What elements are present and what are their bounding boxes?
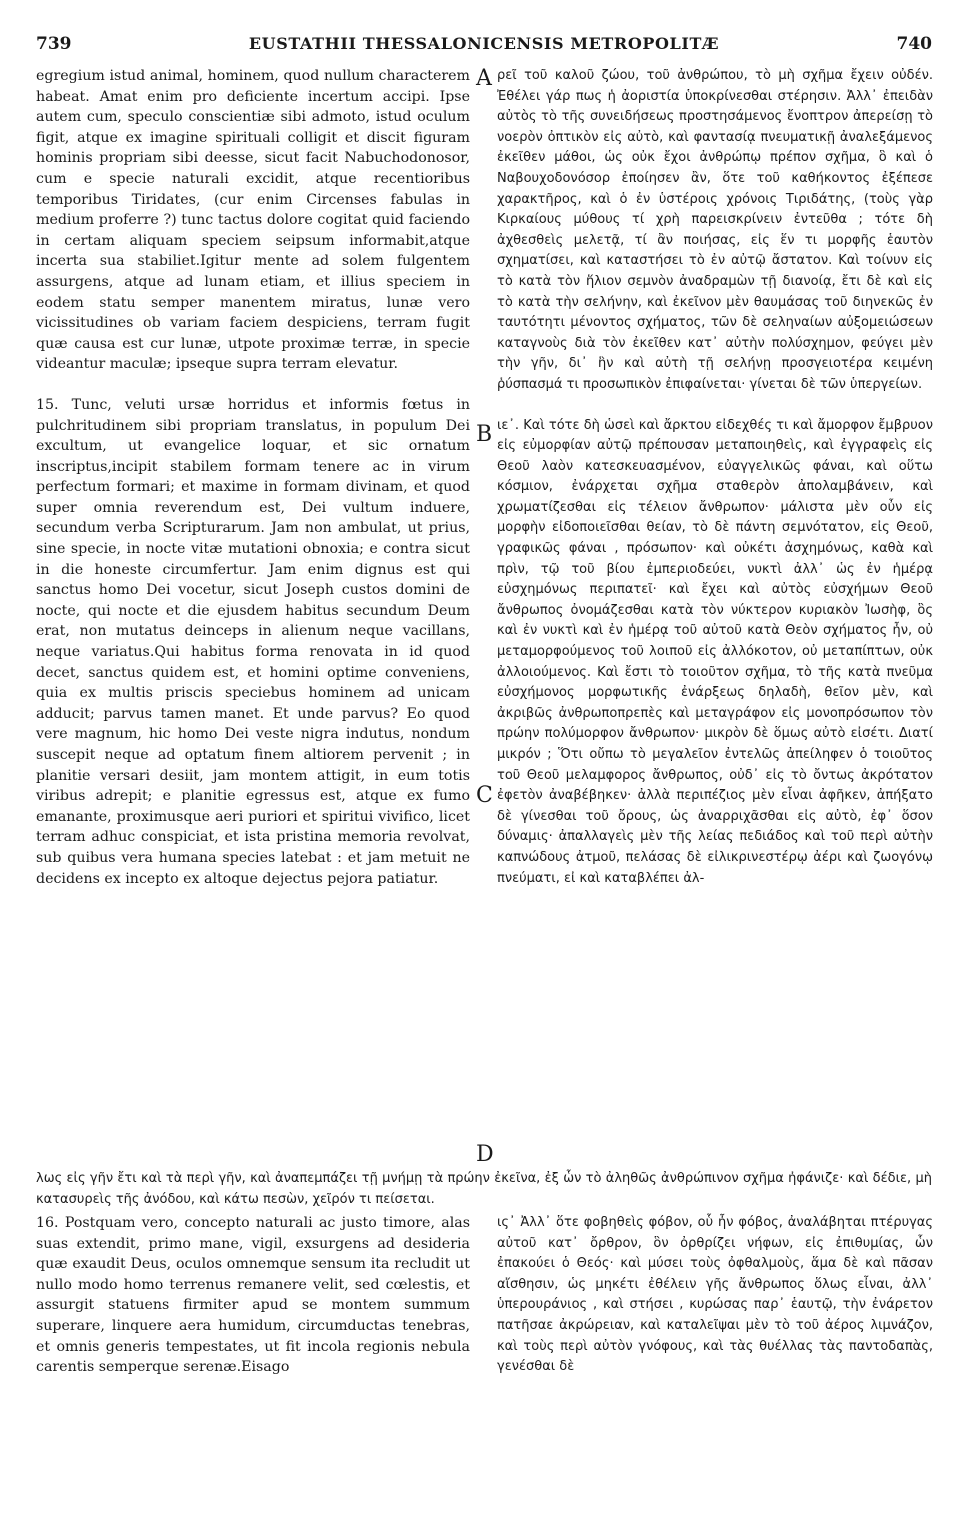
latin-paragraph-16: 16. Postquam vero, concepto naturali ac justo timore, alas suas extendit, primo mane, vigil, exsurgens ad desideria quæ exaudit Deus, oculos omnemque sensum ita recludit ut nullo modo homo terrenus remanere velit, sed cœlestis, et assurgit statuens firmiter apud se montem summum superare, linquere aera humidum, circumductas tenebras, et omnis generis tempestates, ut fit incola regionis nebula carentis semperque serenæ.Eisago: [36, 1215, 470, 1376]
greek-continuation-line: λως εἰς γῆν ἔτι καὶ τὰ περὶ γῆν, καὶ ἀναπεμπάζει τῇ μνήμῃ τὰ πρώην ἐκεῖνα, ἐξ ὧν τὸ ἀληθῶς ἀνθρώπινον σχῆμα ἠφάνιζε· καὶ δέδιε, μὴ κατασυρεὶς τῆς ἀνόδου, καὶ κάτω πεσὼν, χεῖρόν τι πείσεται.: [36, 1171, 932, 1207]
section-marker-c: C: [476, 783, 493, 808]
latin-paragraph-15: 15. Tunc, veluti ursæ horridus et informis fœtus in pulchritudinem sibi propriam translatus, in populum Dei excultum, ut evangelice loquar, et sic ornatum inscriptus,incipit stabilem formam tenere ac in virum perfectum formari; et maxime in formam divinam, et quod super omnia reverendum est, Dei vultum induere, secundum verba Scripturarum. Jam non ambulat, ut prius, sine specie, in nocte vitæ mutationi obnoxia; e contra sicut in die honeste circumfertur. Jam enim dignus est qui sanctus homo Dei vocetur, sicut Joseph custos domini de nocte, qui nocte et die ejusdem habitus secundum Deum erat, non mutatus deinceps in alienum neque vacillans, neque variatus.Qui habitus forma renovata in id quod decet, sanctus quidem est, et homini optime conveniens, quia ex multis priscis speciebus hominem ad unicam adducit; parvus tamen manet. Et unde parvus? Eo quod vere magnum, hic homo Dei veste nigra indutus, nondum suscepit neque ad optatum finem altiorem pervenit ; in planitie versari desiit, jam montem attigit, in eum totis viribus adrepit; e planitie egressus est, atque ex fumo emanante, proximusque aeri puriori et spiritui vivifico, licet terram adhuc conspiciat, et ista pristina memoria revolvat, sub quibus vera humana species latebat : et jam metuit ne decidens ex incepto ex altoque dejectus pejora patiatur.: [36, 396, 470, 887]
section-marker-b: B: [476, 422, 493, 447]
greek-column: [497, 66, 933, 889]
greek-paragraph-16: ις᾽ Ἀλλ᾽ ὅτε φοβηθεὶς φόβον, οὗ ἦν φόβος, ἀναλάβηται πτέρυγας αὐτοῦ κατ᾽ ὄρθρον, ὃν ὀρθρίζει νήφων, εἰς ἐπιθυμίας, ὧν ἐπακούει ὁ Θεός· καὶ μύσει τοὺς ὀφθαλμοὺς, ἅμα δὲ καὶ πᾶσαν αἴσθησιν, ὡς μηκέτι ἐθέλειν γῆς ἄνθρωπος ὅλως εἶναι, ἀλλ᾽ ὑπερουράνιος , καὶ στήσει , κυρώσας παρ᾽ ἑαυτῷ, τὴν ἐνάρετον πατῆσαε ἀκρώρειαν, καὶ καταλεῖψαι μὲν τὸ τοῦ ἀέρος λιμνάζον, καὶ τοὺς περὶ αὐτὸν γνόφους, καὶ τὰς θυέλλας τὰς παντοδαπὰς, γενέσθαι δὲ: [497, 1215, 933, 1375]
running-header: [36, 34, 932, 58]
latin-column: [36, 66, 470, 889]
page-number-right: 740: [896, 34, 932, 54]
latin-paragraph-14-end: egregium istud animal, hominem, quod nullum characterem habeat. Amat enim pro deficiente incertum accipi. Ipse autem cum, speculo conscientiæ sibi admoto, istud oculum figit, atque ex imagine spirituali colligit et discit figuram hominis propriam sibi deesse, sicut facit Nabuchodonosor, cum e specie naturali excidit, atque recentioribus temporibus Tiridates, (cur enim Circenses fabulas in medium proferre ?) tunc tactus dolore cogitat quid faciendo in certam aliquam speciem seipsum informabit,atque incerta sua stabiliet.Igitur mente ad solem fulgentem assurgens, atque ad lunam etiam, et illius speciem in eodem statu semper manentem miratus, lunæ vero vicissitudines ob variam faciem despiciens, terram fugit quæ causa est cur lunæ, utpote proximæ terræ, in specie videantur maculæ; ipseque supra terram elevatur.: [36, 68, 470, 373]
greek-paragraph-15: ιε᾽. Καὶ τότε δὴ ὡσεὶ καὶ ἄρκτου εἰδεχθές τι καὶ ἄμορφον ἔμβρυον εἰς εὐμορφίαν αὐτῷ πρέπουσαν μεταποιηθεὶς, καὶ ἐγγραφεὶς εἰς Θεοῦ λαὸν κατεσκευασμένον, εὐαγγελικῶς φάναι, καὶ οὕτω κόσμιον, ἐνάρχεται σχῆμα σταθερὸν ἀπολαμβάνειν, καὶ χρωματίζεσθαι εἰς τέλειον ἄνθρωπον· μάλιστα μὲν οὖν εἰς μορφὴν εἰδοποιεῖσθαι θείαν, τὸ δὲ πάντη σεμνότατον, εἰς Θεοῦ, γραφικῶς φάναι , πρόσωπον· καὶ οὐκέτι ἀσχημόνως, καθὰ καὶ πρὶν, τῷ τοῦ βίου ἐμπεριοδεύει, νυκτὶ ἀλλ᾽ ὡς ἐν ἡμέρᾳ εὐσχημόνως περιπατεῖ· καὶ ἔχει καὶ αὐτὸς εὐσχήμων Θεοῦ ἄνθρωπος ὀνομάζεσθαι κατὰ τὸν νύκτερον κυριακὸν Ἰωσὴφ, ὃς καὶ ἐν νυκτὶ καὶ ἐν ἡμέρᾳ τοῦ αὐτοῦ κατὰ Θεὸν σχήματος ἦν, οὐ μεταμορφούμενος τοῦ λοιποῦ εἰς ἀλλόκοτον, οὐ μεταπίπτων, οὐκ ἀλλοιούμενος. Καὶ ἔστι τὸ τοιοῦτον σχῆμα, τὸ τῆς κατὰ πνεῦμα εὐσχήμονος μορφωτικῆς ἐνάρξεως δηλαδὴ, θεῖον μὲν, καὶ ἀκριβῶς ἀνθρωποπρεπὲς καὶ μεταγράφον εἰς μονοπρόσωπον τὸν πρώην πολύμορφον ἄνθρωπον· μικρὸν δὲ ὅμως αὐτὸ εἰσέτι. Διατί μικρόν ; Ὅτι οὔπω τὸ μεγαλεῖον ἐντελῶς ἀπείληφεν ὁ τοιοῦτος τοῦ Θεοῦ μελαμφορος ἄνθρωπος, οὐδ᾽ εἰς τὸ ὄντως ἀκρότατον ἐφετὸν ἀναβέβηκεν· ἀλλὰ περιπέζιος μὲν εἶναι ἀφῆκεν, ἀπήξατο δὲ γίνεσθαι τοῦ ὄρους, ὡς ἀναρριχᾶσθαι εἰς αὐτὸ, ἐφ᾽ ὅσον δύναμις· ἀπαλλαγεὶς μὲν τῆς λείας πεδιάδος καὶ τοῦ περὶ αὐτὴν καπνώδους ἀτμοῦ, πελάσας δὲ εἰλικρινεστέρῳ ἀέρι καὶ ζωογόνῳ πνεύματι, εἰ καὶ καταβλέπει ἀλ-: [497, 417, 933, 886]
bottom-section: [36, 1169, 933, 1376]
section-marker-a: A: [476, 66, 492, 91]
greek-paragraph-14-end: ρεῖ τοῦ καλοῦ ζώου, τοῦ ἀνθρώπου, τὸ μὴ σχῆμα ἔχειν οὐδέν. Ἐθέλει γάρ πως ἡ ἀοριστία ὑποκρίνεσθαι στέρησιν. Ἀλλ᾽ ἐπειδὰν αὐτὸς τὸ τῆς συνειδήσεως προστησάμενος ἔνοπτρον ἀπερείσῃ τὸ νοερὸν ὀπτικὸν εἰς αὐτὸ, καὶ φαντασίᾳ πνευματικῇ ἀναλεξάμενος ἐκεῖθεν μάθοι, ὡς οὐκ ἔχοι ἀνθρώπῳ πρέπον σχῆμα, ὃ καὶ ὁ Ναβουχοδονόσορ ἐποίησεν ἂν, ὅτε τοῦ καθήκοντος ἐξέπεσε χαρακτῆρος, καὶ ὁ ἐν ὑστέροις χρόνοις Τιριδάτης, (τοὺς γὰρ Κιρκαίους μύθους τί χρὴ παρεισκρίνειν ἐντεῦθα ; τότε δὴ ἀχθεσθεὶς μελετᾷ, τί ἂν ποιήσας, εἰς ἕν τι μορφῆς ἑαυτὸν σχηματίσει, καὶ καταστήσει τὸ ἐν αὐτῷ ἄστατον. Καὶ τοίνυν εἰς τὸ κατὰ τὸν ἥλιον σεμνὸν ἀναδραμὼν τῇ διανοίᾳ, ἔτι δὲ καὶ εἰς τὸ κατὰ τὴν σελήνην, καὶ ἐκεῖνον μὲν θαυμάσας τοῦ διηνεκῶς ἐν ταυτότητι μένοντος σχήματος, τῶν δὲ σεληναίων αὐξομειώσεων καταγνοὺς διὰ τὸν ἐκεῖθεν κατ᾽ αὐτὴν πολύσχημον, φεύγει μὲν τὴν γῆν, δι᾽ ἣν καὶ αὐτὴ τῇ σελήνῃ προσγειοτέρα κειμένη ῥύσπασμά τι προσωπικὸν ἐπιφαίνεται· γίνεται δὲ τῶν ὑπεργείων.: [497, 68, 933, 392]
running-title: EUSTATHII THESSALONICENSIS METROPOLITÆ: [248, 34, 720, 53]
page-number-left: 739: [36, 34, 72, 54]
section-marker-d: D: [476, 1142, 494, 1167]
